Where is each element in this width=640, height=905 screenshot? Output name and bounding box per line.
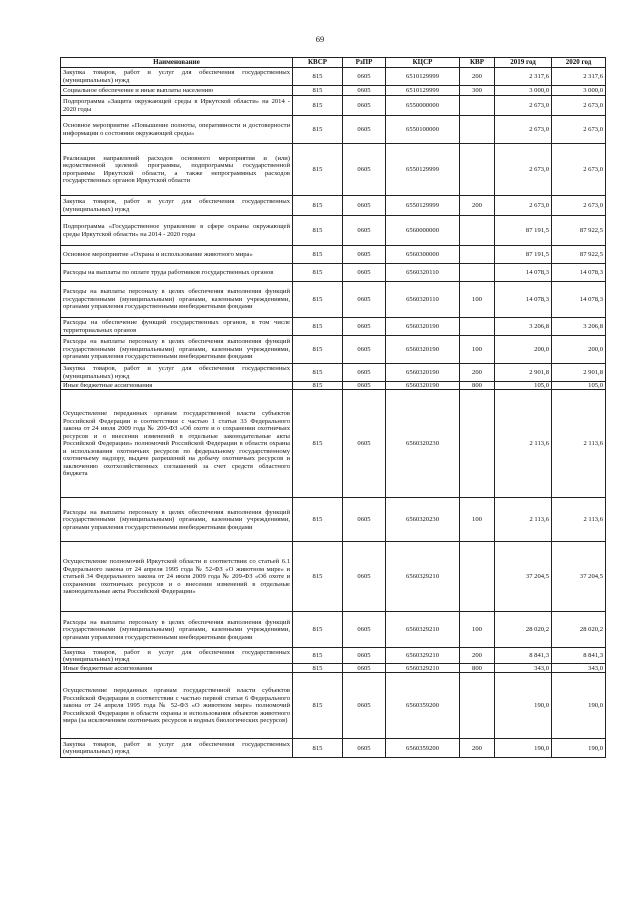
cell-kvr xyxy=(460,116,495,144)
table-row xyxy=(61,673,606,739)
cell-rzpr: 0605 xyxy=(343,336,386,364)
cell-kcsr: 6560000000 xyxy=(386,216,460,246)
cell-2019: 2 901,8 xyxy=(495,364,552,382)
cell-2020: 2 673,0 xyxy=(552,96,606,116)
table-row xyxy=(61,282,606,318)
table-row xyxy=(61,390,606,498)
cell-kcsr: 6560320110 xyxy=(386,264,460,282)
cell-kcsr: 6510129999 xyxy=(386,68,460,86)
cell-kcsr: 6560320190 xyxy=(386,318,460,336)
table-row xyxy=(61,196,606,216)
cell-kvr: 200 xyxy=(460,68,495,86)
table-row xyxy=(61,648,606,664)
table-header-row xyxy=(61,58,606,68)
cell-kcsr: 6560320190 xyxy=(386,364,460,382)
table-row xyxy=(61,116,606,144)
cell-kcsr: 6560329210 xyxy=(386,664,460,673)
cell-2019: 3 206,8 xyxy=(495,318,552,336)
cell-kvr xyxy=(460,96,495,116)
cell-kcsr: 6560320230 xyxy=(386,498,460,542)
cell-kcsr: 6550129999 xyxy=(386,144,460,196)
cell-kcsr: 6550000000 xyxy=(386,96,460,116)
cell-kvr: 100 xyxy=(460,282,495,318)
cell-kvsr: 815 xyxy=(293,382,343,390)
cell-2020: 3 000,0 xyxy=(552,86,606,96)
cell-kvr xyxy=(460,144,495,196)
cell-2019: 2 673,0 xyxy=(495,116,552,144)
cell-2019: 8 841,3 xyxy=(495,648,552,664)
cell-kvsr: 815 xyxy=(293,264,343,282)
cell-name: Закупка товаров, работ и услуг для обеспечения государственных (муниципальных) нужд xyxy=(61,364,293,382)
cell-2020: 2 113,6 xyxy=(552,498,606,542)
cell-name: Осуществление полномочий Иркутской области в соответствии со статьей 6.1 Федерального закона от 24 апреля 1995 года № 52-ФЗ «О животном мире» и статьей 34 Федерального закона от 24 июля 2009 года № 209-ФЗ «Об охоте и сохранении охотничьих ресурсов и о внесении изменений в отдельные законодательные акты Российской Федерации» xyxy=(61,542,293,612)
cell-kvsr: 815 xyxy=(293,282,343,318)
cell-2020: 8 841,3 xyxy=(552,648,606,664)
cell-rzpr: 0605 xyxy=(343,318,386,336)
cell-kcsr: 6560320110 xyxy=(386,282,460,318)
cell-kvsr: 815 xyxy=(293,196,343,216)
cell-kvr xyxy=(460,264,495,282)
header-name: Наименование xyxy=(61,58,293,68)
table-row xyxy=(61,318,606,336)
cell-kcsr: 6560359200 xyxy=(386,673,460,739)
cell-kvr xyxy=(460,542,495,612)
cell-kcsr: 6560329210 xyxy=(386,648,460,664)
header-kvsr: КВСР xyxy=(293,58,343,68)
cell-2019: 190,0 xyxy=(495,739,552,758)
cell-rzpr: 0605 xyxy=(343,382,386,390)
cell-rzpr: 0605 xyxy=(343,739,386,758)
cell-name: Расходы на выплаты персоналу в целях обеспечения выполнения функций государственными (муниципальными) органами, казенными учреждениями, органами управления государственными внебюджетными фондами xyxy=(61,282,293,318)
table-row xyxy=(61,246,606,264)
cell-name: Реализация направлений расходов основного мероприятия и (или) ведомственной целевой программы, подпрограммы государственной программы Иркутской области, а также непрограммных расходов государственных органов Иркутской области xyxy=(61,144,293,196)
table-row xyxy=(61,68,606,86)
cell-2020: 2 673,0 xyxy=(552,196,606,216)
table-row xyxy=(61,612,606,648)
table-row xyxy=(61,542,606,612)
cell-2019: 14 078,3 xyxy=(495,264,552,282)
cell-rzpr: 0605 xyxy=(343,68,386,86)
cell-kvsr: 815 xyxy=(293,498,343,542)
cell-2019: 28 020,2 xyxy=(495,612,552,648)
cell-kvr: 200 xyxy=(460,648,495,664)
header-kcsr: КЦСР xyxy=(386,58,460,68)
cell-2019: 190,0 xyxy=(495,673,552,739)
cell-2020: 2 317,6 xyxy=(552,68,606,86)
cell-2020: 37 204,5 xyxy=(552,542,606,612)
cell-2020: 14 078,3 xyxy=(552,282,606,318)
cell-2019: 343,0 xyxy=(495,664,552,673)
cell-kvsr: 815 xyxy=(293,648,343,664)
header-2019: 2019 год xyxy=(495,58,552,68)
cell-2020: 343,0 xyxy=(552,664,606,673)
cell-2019: 37 204,5 xyxy=(495,542,552,612)
cell-kcsr: 6560320230 xyxy=(386,390,460,498)
cell-rzpr: 0605 xyxy=(343,542,386,612)
cell-2020: 2 673,0 xyxy=(552,116,606,144)
cell-2020: 3 206,8 xyxy=(552,318,606,336)
cell-rzpr: 0605 xyxy=(343,390,386,498)
cell-rzpr: 0605 xyxy=(343,216,386,246)
cell-rzpr: 0605 xyxy=(343,498,386,542)
cell-kcsr: 6560329210 xyxy=(386,542,460,612)
cell-kvsr: 815 xyxy=(293,364,343,382)
cell-name: Подпрограмма «Защита окружающей среды в Иркутской области» на 2014 - 2020 годы xyxy=(61,96,293,116)
cell-name: Основное мероприятие «Повышение полноты, оперативности и достоверности информации о состоянии окружающей среды» xyxy=(61,116,293,144)
cell-name: Основное мероприятие «Охрана и использование животного мира» xyxy=(61,246,293,264)
cell-kvr: 200 xyxy=(460,739,495,758)
cell-2020: 190,0 xyxy=(552,739,606,758)
cell-kcsr: 6510129999 xyxy=(386,86,460,96)
table-row xyxy=(61,86,606,96)
cell-kvsr: 815 xyxy=(293,216,343,246)
table-row xyxy=(61,216,606,246)
cell-kcsr: 6560320190 xyxy=(386,382,460,390)
cell-kvsr: 815 xyxy=(293,86,343,96)
cell-2020: 2 113,6 xyxy=(552,390,606,498)
cell-2020: 105,0 xyxy=(552,382,606,390)
cell-rzpr: 0605 xyxy=(343,364,386,382)
cell-kvsr: 815 xyxy=(293,96,343,116)
cell-2020: 14 078,3 xyxy=(552,264,606,282)
cell-kvr: 100 xyxy=(460,498,495,542)
cell-kvr xyxy=(460,318,495,336)
cell-kcsr: 6560359200 xyxy=(386,739,460,758)
cell-kvr: 100 xyxy=(460,336,495,364)
cell-2020: 87 922,5 xyxy=(552,246,606,264)
cell-2019: 14 078,3 xyxy=(495,282,552,318)
cell-name: Иные бюджетные ассигнования xyxy=(61,382,293,390)
table-row xyxy=(61,382,606,390)
cell-2019: 2 317,6 xyxy=(495,68,552,86)
cell-2019: 2 113,6 xyxy=(495,498,552,542)
cell-kvsr: 815 xyxy=(293,116,343,144)
cell-2019: 2 673,0 xyxy=(495,96,552,116)
cell-name: Иные бюджетные ассигнования xyxy=(61,664,293,673)
cell-2019: 105,0 xyxy=(495,382,552,390)
cell-kvr: 800 xyxy=(460,664,495,673)
cell-kcsr: 6560300000 xyxy=(386,246,460,264)
table-row xyxy=(61,498,606,542)
cell-kvr xyxy=(460,390,495,498)
table-row xyxy=(61,336,606,364)
cell-kvr: 300 xyxy=(460,86,495,96)
cell-kvr xyxy=(460,216,495,246)
cell-2020: 28 020,2 xyxy=(552,612,606,648)
cell-kcsr: 6560329210 xyxy=(386,612,460,648)
cell-2020: 87 922,5 xyxy=(552,216,606,246)
cell-kcsr: 6550129999 xyxy=(386,196,460,216)
cell-2019: 2 113,6 xyxy=(495,390,552,498)
cell-kvsr: 815 xyxy=(293,664,343,673)
cell-2019: 2 673,0 xyxy=(495,144,552,196)
cell-rzpr: 0605 xyxy=(343,96,386,116)
cell-kvsr: 815 xyxy=(293,246,343,264)
cell-rzpr: 0605 xyxy=(343,196,386,216)
header-rzpr: РзПР xyxy=(343,58,386,68)
cell-name: Расходы на выплаты персоналу в целях обеспечения выполнения функций государственными (муниципальными) органами, казенными учреждениями, органами управления государственными внебюджетными фондами xyxy=(61,498,293,542)
cell-name: Осуществление переданных органам государственной власти субъектов Российской Федерации в соответствии с частью первой статьи 6 Федерального закона от 24 апреля 1995 года № 52-ФЗ «О животном мире» полномочий Российской Федерации в области охраны и использования объектов животного мира (за исключением охотничьих ресурсов и водных биологических ресурсов) xyxy=(61,673,293,739)
cell-rzpr: 0605 xyxy=(343,116,386,144)
table-row xyxy=(61,264,606,282)
cell-kvsr: 815 xyxy=(293,390,343,498)
cell-rzpr: 0605 xyxy=(343,144,386,196)
cell-2019: 2 673,0 xyxy=(495,196,552,216)
cell-kcsr: 6560320190 xyxy=(386,336,460,364)
cell-kvsr: 815 xyxy=(293,673,343,739)
cell-2020: 2 901,8 xyxy=(552,364,606,382)
table-row xyxy=(61,364,606,382)
cell-name: Закупка товаров, работ и услуг для обеспечения государственных (муниципальных) нужд xyxy=(61,68,293,86)
cell-kvr: 800 xyxy=(460,382,495,390)
cell-2020: 2 673,0 xyxy=(552,144,606,196)
cell-kvr: 100 xyxy=(460,612,495,648)
header-kvr: КВР xyxy=(460,58,495,68)
cell-kvsr: 815 xyxy=(293,542,343,612)
cell-kvsr: 815 xyxy=(293,612,343,648)
cell-2019: 87 191,5 xyxy=(495,246,552,264)
page-number: 69 xyxy=(315,34,325,44)
cell-name: Подпрограмма «Государственное управление в сфере охраны окружающей среды Иркутской области» на 2014 - 2020 годы xyxy=(61,216,293,246)
cell-name: Расходы на обеспечение функций государственных органов, в том числе территориальных органов xyxy=(61,318,293,336)
cell-rzpr: 0605 xyxy=(343,264,386,282)
table-row xyxy=(61,739,606,758)
cell-kvr: 200 xyxy=(460,196,495,216)
cell-rzpr: 0605 xyxy=(343,246,386,264)
cell-name: Расходы на выплаты персоналу в целях обеспечения выполнения функций государственными (муниципальными) органами, казенными учреждениями, органами управления государственными внебюджетными фондами xyxy=(61,336,293,364)
cell-kvr xyxy=(460,246,495,264)
cell-rzpr: 0605 xyxy=(343,612,386,648)
cell-kvsr: 815 xyxy=(293,68,343,86)
cell-kvr: 200 xyxy=(460,364,495,382)
cell-name: Расходы на выплаты персоналу в целях обеспечения выполнения функций государственными (муниципальными) органами, казенными учреждениями, органами управления государственными внебюджетными фондами xyxy=(61,612,293,648)
cell-rzpr: 0605 xyxy=(343,664,386,673)
table-row xyxy=(61,144,606,196)
cell-kvsr: 815 xyxy=(293,336,343,364)
cell-rzpr: 0605 xyxy=(343,673,386,739)
cell-name: Закупка товаров, работ и услуг для обеспечения государственных (муниципальных) нужд xyxy=(61,739,293,758)
cell-2020: 190,0 xyxy=(552,673,606,739)
cell-name: Осуществление переданных органам государственной власти субъектов Российской Федерации в соответствии с частью 1 статьи 33 Федерального закона от 24 июля 2009 года № 209-ФЗ «Об охоте и о сохранении охотничьих ресурсов и о внесении изменений в отдельные законодательные акты Российской Федерации» полномочий Российской Федерации в области охраны и использования охотничьих ресурсов по федеральному государственному охотничьему надзору, выдаче разрешений на добычу охотничьих ресурсов и заключению охотхозяйственных соглашений за счет средств областного бюджета xyxy=(61,390,293,498)
table-row xyxy=(61,96,606,116)
cell-name: Закупка товаров, работ и услуг для обеспечения государственных (муниципальных) нужд xyxy=(61,648,293,664)
table-row xyxy=(61,664,606,673)
cell-2020: 200,0 xyxy=(552,336,606,364)
cell-2019: 3 000,0 xyxy=(495,86,552,96)
cell-rzpr: 0605 xyxy=(343,282,386,318)
cell-kvr xyxy=(460,673,495,739)
cell-2019: 87 191,5 xyxy=(495,216,552,246)
cell-kcsr: 6550100000 xyxy=(386,116,460,144)
cell-kvsr: 815 xyxy=(293,739,343,758)
cell-name: Закупка товаров, работ и услуг для обеспечения государственных (муниципальных) нужд xyxy=(61,196,293,216)
header-2020: 2020 год xyxy=(552,58,606,68)
cell-rzpr: 0605 xyxy=(343,86,386,96)
budget-table xyxy=(60,57,606,758)
cell-2019: 200,0 xyxy=(495,336,552,364)
cell-name: Расходы на выплаты по оплате труда работников государственных органов xyxy=(61,264,293,282)
cell-kvsr: 815 xyxy=(293,318,343,336)
cell-rzpr: 0605 xyxy=(343,648,386,664)
cell-kvsr: 815 xyxy=(293,144,343,196)
cell-name: Социальное обеспечение и иные выплаты населению xyxy=(61,86,293,96)
